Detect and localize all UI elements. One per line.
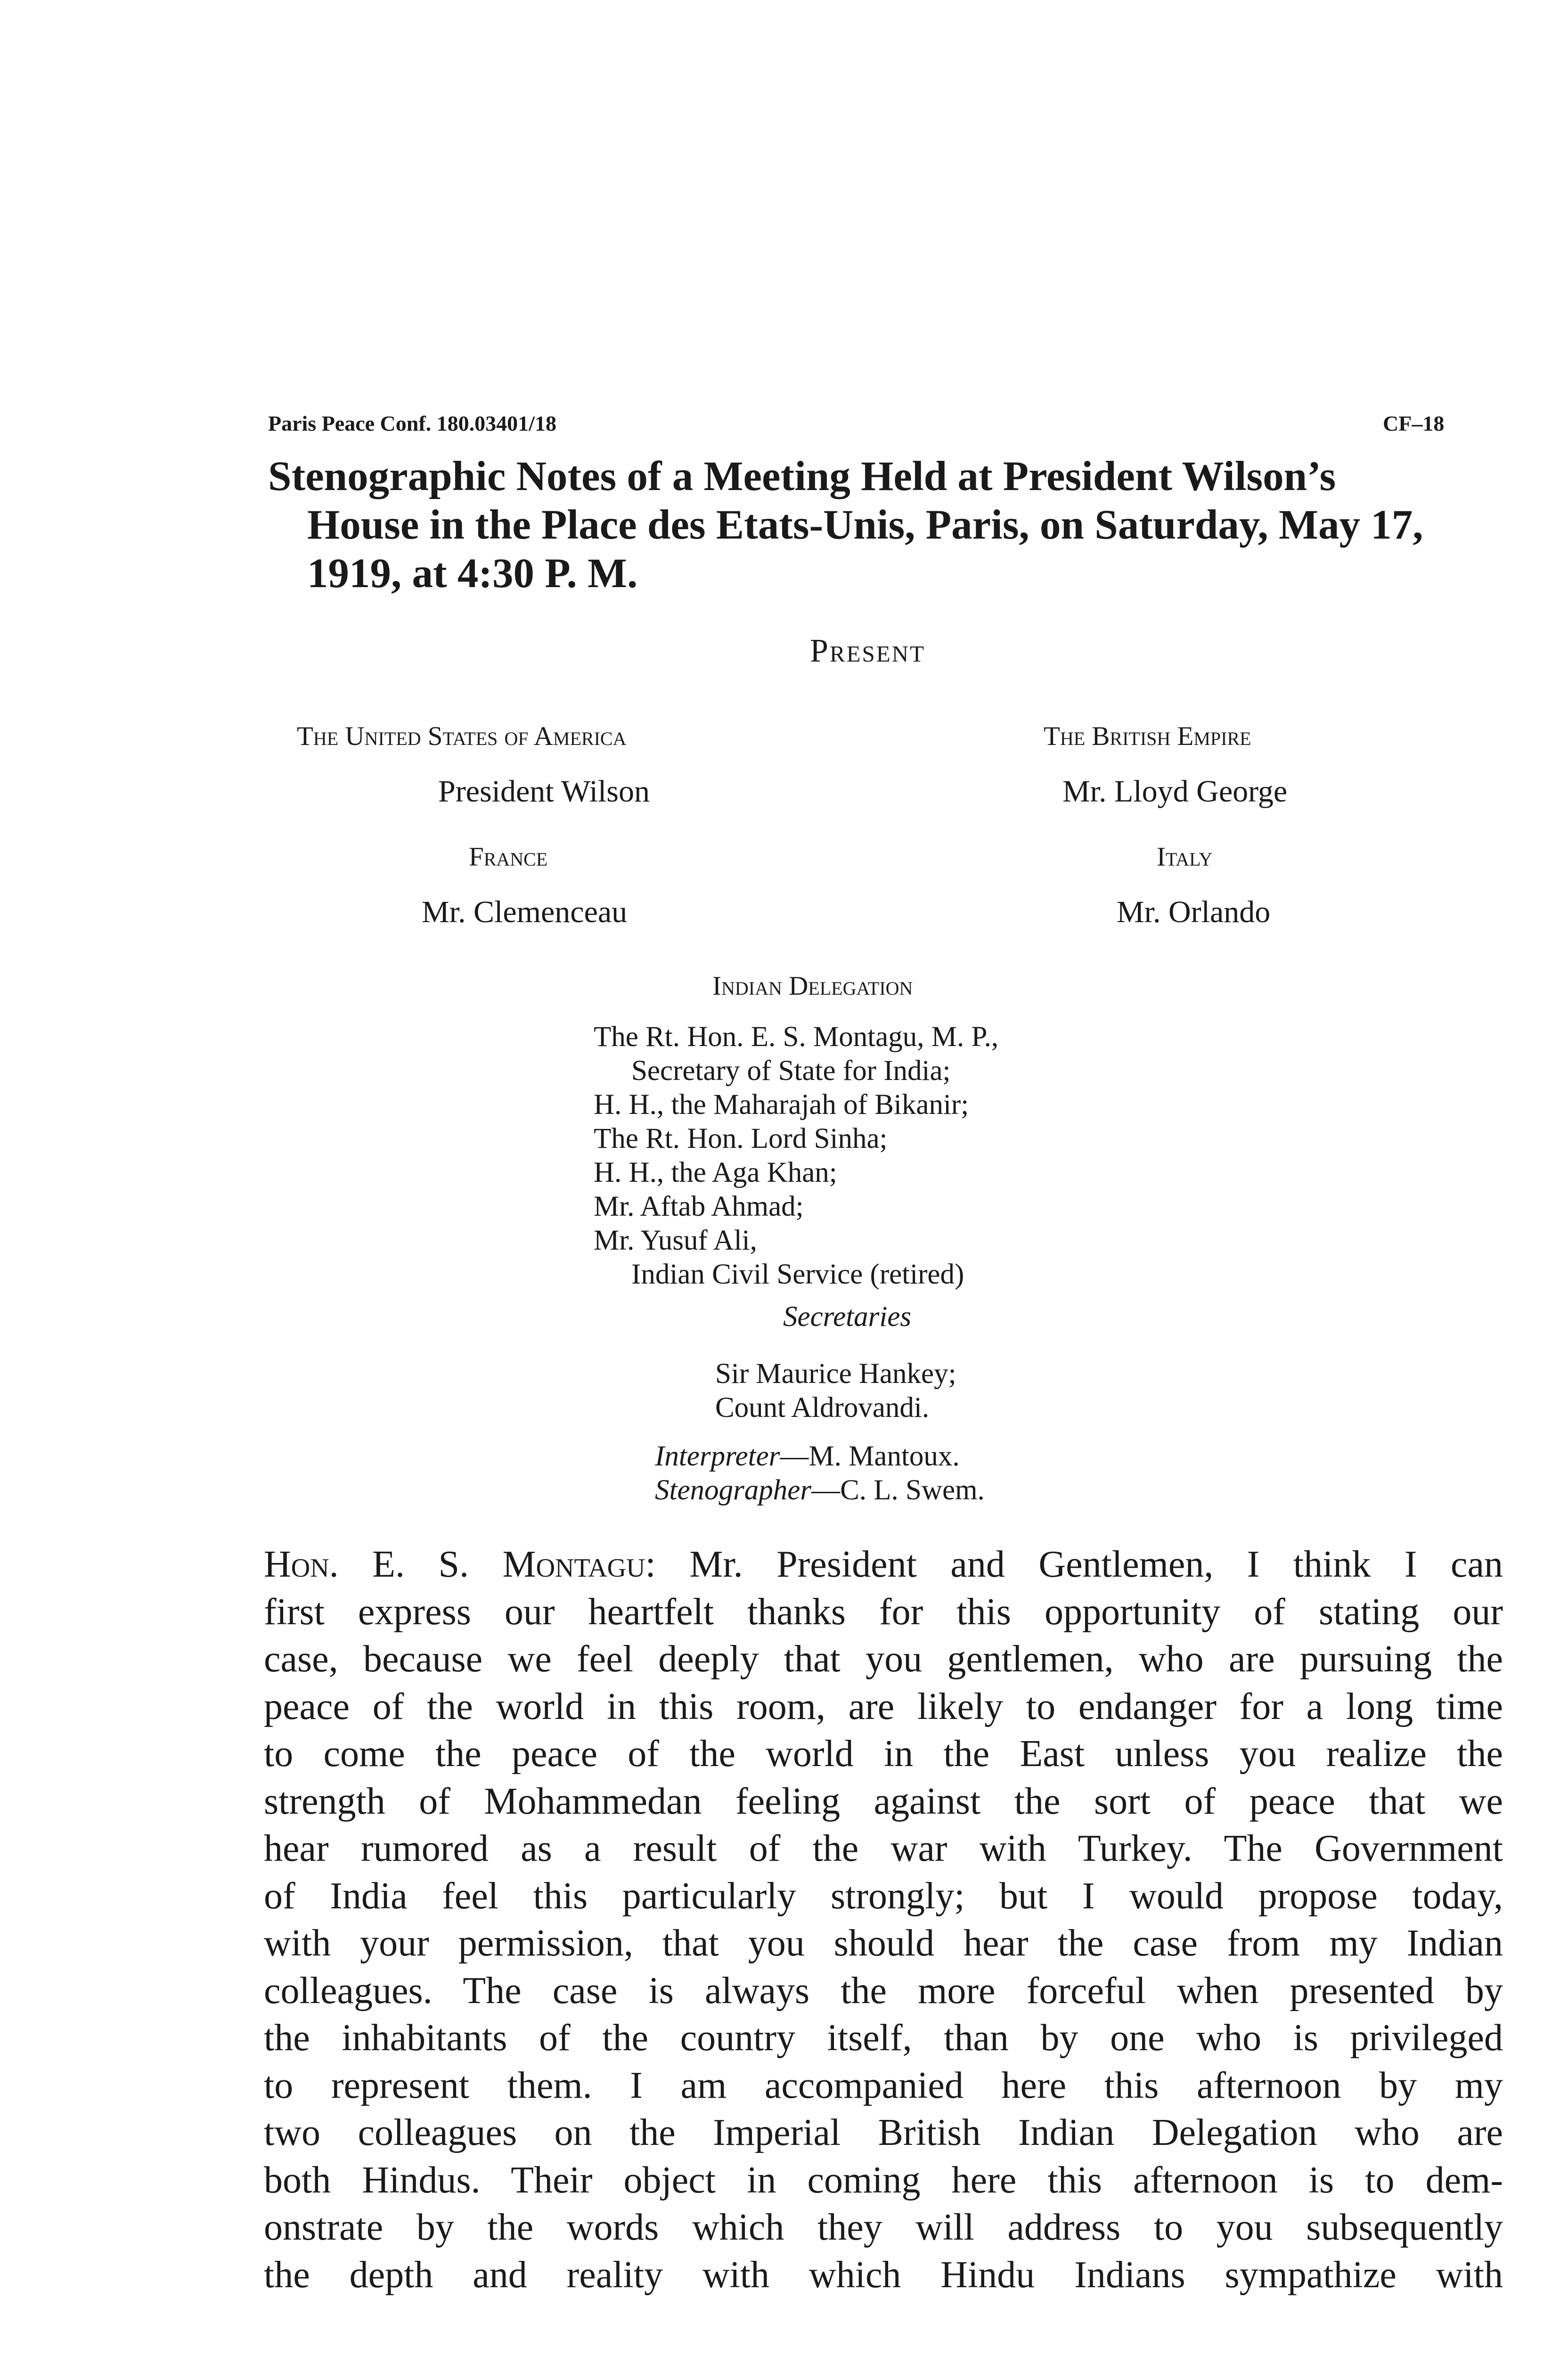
body-line: to come the peace of the world in the East unless you realize the — [264, 1733, 1503, 1775]
italy-delegation-heading: Italy — [1157, 842, 1213, 872]
body-line: both Hindus. Their object in coming here this afternoon is to dem- — [264, 2159, 1503, 2201]
list-item: Sir Maurice Hankey; — [715, 1358, 956, 1390]
list-item: H. H., the Maharajah of Bikanir; — [594, 1089, 969, 1121]
secretaries-list — [715, 1357, 956, 1425]
us-delegate-name: President Wilson — [438, 774, 650, 809]
body-paragraph — [264, 1541, 1503, 2299]
body-line: Hon. E. S. Montagu: Mr. President and Gentlemen, I think I can — [264, 1544, 1503, 1585]
body-line: onstrate by the words which they will address to you subsequently — [264, 2207, 1503, 2248]
list-item: Indian Civil Service (retired) — [631, 1259, 964, 1290]
stenographer-label: Stenographer — [655, 1474, 812, 1506]
body-line: colleagues. The case is always the more forceful when presented by — [264, 1970, 1503, 2012]
page-title — [268, 452, 1423, 598]
document-reference: Paris Peace Conf. 180.03401/18 — [268, 411, 556, 435]
body-line: the inhabitants of the country itself, than by one who is privileged — [264, 2017, 1503, 2059]
list-item: Count Aldrovandi. — [715, 1392, 930, 1423]
title-line-3: 1919, at 4:30 P. M. — [307, 550, 638, 597]
stenographer-name: —C. L. Swem. — [811, 1474, 985, 1506]
present-heading: Present — [810, 633, 926, 669]
body-line: two colleagues on the Imperial British Indian Delegation who are — [264, 2112, 1503, 2153]
list-item: Secretary of State for India; — [631, 1055, 951, 1087]
body-line: first express our heartfelt thanks for this opportunity of stating our — [264, 1591, 1503, 1633]
indian-delegation-list — [594, 1020, 998, 1292]
france-delegate-name: Mr. Clemenceau — [422, 895, 628, 929]
us-delegation-heading: The United States of America — [297, 721, 627, 751]
body-line: hear rumored as a result of the war with Turkey. The Government — [264, 1828, 1503, 1869]
list-item: Mr. Yusuf Ali, — [594, 1225, 757, 1256]
list-item: Mr. Aftab Ahmad; — [594, 1191, 804, 1222]
list-item: The Rt. Hon. Lord Sinha; — [594, 1123, 888, 1154]
france-delegation-heading: France — [469, 842, 548, 872]
body-line: peace of the world in this room, are likely to endanger for a long time — [264, 1685, 1503, 1727]
staff-list — [655, 1440, 985, 1507]
italy-delegate-name: Mr. Orlando — [1117, 895, 1271, 929]
title-line-1: Stenographic Notes of a Meeting Held at President Wilson’s — [268, 453, 1336, 499]
british-delegation-heading: The British Empire — [1044, 721, 1251, 751]
body-line: of India feel this particularly strongly; but I would propose today, — [264, 1875, 1503, 1917]
body-line: the depth and reality with which Hindu Indians sympathize with — [264, 2254, 1503, 2296]
british-delegate-name: Mr. Lloyd George — [1062, 774, 1288, 809]
interpreter-name: —M. Mantoux. — [780, 1440, 960, 1472]
secretaries-heading: Secretaries — [783, 1301, 912, 1333]
list-item: The Rt. Hon. E. S. Montagu, M. P., — [594, 1021, 999, 1053]
interpreter-line — [655, 1440, 985, 1473]
body-line: to represent them. I am accompanied here this afternoon by my — [264, 2064, 1503, 2106]
document-code: CF–18 — [1383, 411, 1445, 435]
list-item: H. H., the Aga Khan; — [594, 1157, 837, 1188]
body-line: with your permission, that you should hear the case from my Indian — [264, 1922, 1503, 1964]
indian-delegation-heading: Indian Delegation — [712, 971, 913, 1001]
title-line-2: House in the Place des Etats-Unis, Paris, on Saturday, May 17, — [307, 502, 1423, 548]
body-line: strength of Mohammedan feeling against the sort of peace that we — [264, 1780, 1503, 1822]
speaker-name: Hon. E. S. Montagu: — [264, 1544, 656, 1585]
interpreter-label: Interpreter — [655, 1440, 780, 1472]
stenographer-line — [655, 1473, 985, 1507]
body-line: case, because we feel deeply that you gentlemen, who are pursuing the — [264, 1638, 1503, 1680]
